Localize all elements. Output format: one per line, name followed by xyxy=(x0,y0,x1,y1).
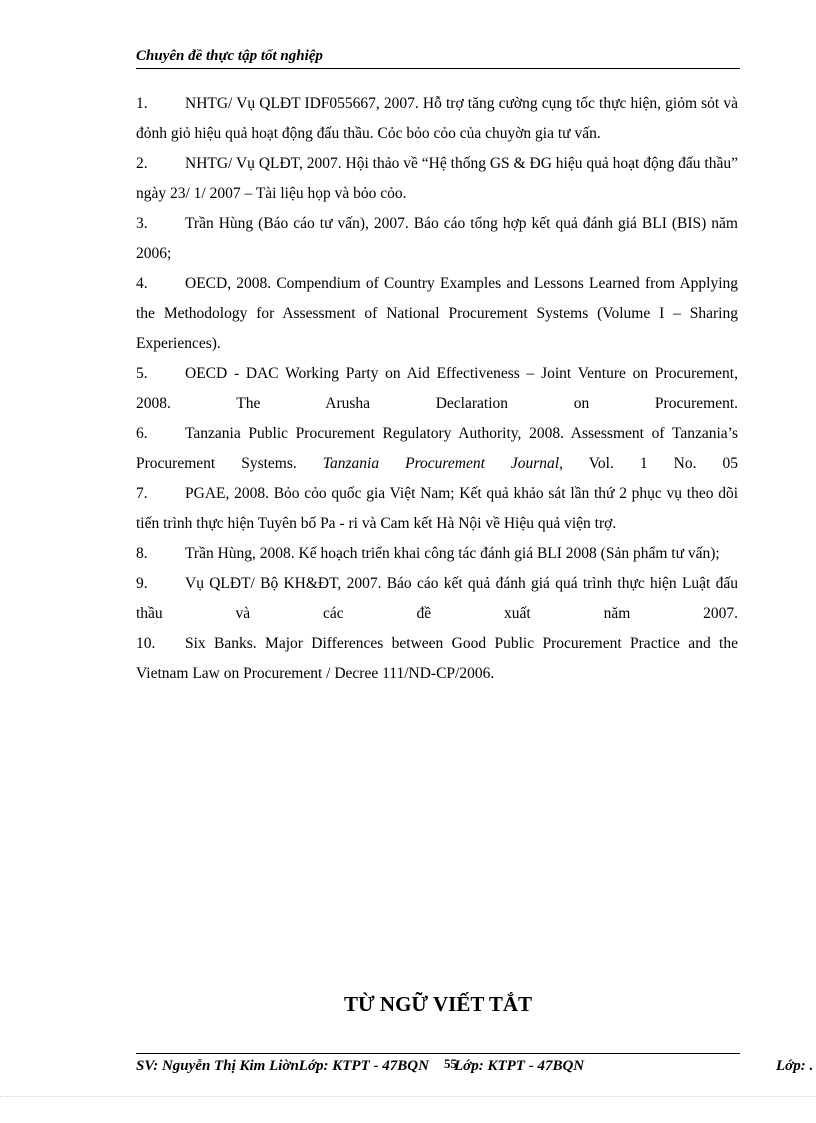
reference-item xyxy=(136,539,738,569)
reference-text: Trần Hùng (Báo cáo tư vấn), 2007. Báo cáo tổng hợp kết quả đánh giá BLI (BIS) năm 2006; xyxy=(136,215,738,262)
reference-number: 2. xyxy=(136,155,148,172)
reference-number: 1. xyxy=(136,95,148,112)
reference-item xyxy=(136,569,738,629)
reference-number: 9. xyxy=(136,575,148,592)
reference-text: PGAE, 2008. Bỏo cỏo quốc gia Việt Nam; Kết quả khảo sát lần thứ 2 phục vụ theo dõi tiến trình thực hiện Tuyên bố Pa - ri và Cam kết Hà Nội về Hiệu quả viện trợ. xyxy=(136,485,738,532)
reference-text: Tanzania Public Procurement Regulatory Authority, 2008. Assessment of Tanzania’s Procurement Systems. xyxy=(136,425,738,472)
reference-number: 8. xyxy=(136,545,148,562)
reference-number: 5. xyxy=(136,365,148,382)
reference-text: NHTG/ Vụ QLĐT, 2007. Hội thảo về “Hệ thống GS & ĐG hiệu quả hoạt động đấu thầu” ngày 23/ 1/ 2007 – Tài liệu họp và bỏo cỏo. xyxy=(136,155,738,202)
reference-list xyxy=(136,89,738,689)
reference-number: 10. xyxy=(136,635,156,652)
reference-item xyxy=(136,149,738,209)
reference-item xyxy=(136,479,738,539)
reference-number: 3. xyxy=(136,215,148,232)
footer-class: Lớp: KTPT - 47BQN xyxy=(454,1058,585,1074)
reference-text: Six Banks. Major Differences between Good Public Procurement Practice and the Vietnam Law on Procurement / Decree 111/ND-CP/2006. xyxy=(136,635,738,682)
section-title: TỪ NGỮ VIẾT TẮT xyxy=(343,992,533,1016)
reference-number: 6. xyxy=(136,425,148,442)
reference-text: Trần Hùng, 2008. Kế hoạch triển khai công tác đánh giá BLI 2008 (Sản phẩm tư vấn); xyxy=(185,545,720,562)
reference-item xyxy=(136,629,738,689)
reference-text-tail: Vol. 1 No. 05 xyxy=(563,455,739,472)
journal-title: Tanzania Procurement Journal, xyxy=(322,455,563,472)
reference-text: OECD - DAC Working Party on Aid Effectiveness – Joint Venture on Procurement, 2008. The Arusha Declaration on Procurement. xyxy=(136,365,738,412)
footer-student: SV: Nguyễn Thị Kim LiờnLớp: KTPT - 47BQN xyxy=(136,1058,429,1074)
reference-item xyxy=(136,209,738,269)
reference-item xyxy=(136,89,738,149)
reference-item xyxy=(136,359,738,419)
footer-rule xyxy=(136,1053,740,1054)
header-title: Chuyên đề thực tập tốt nghiệp xyxy=(136,48,323,64)
page-bottom-border xyxy=(0,1096,816,1097)
reference-text: NHTG/ Vụ QLĐT IDF055667, 2007. Hỗ trợ tăng cường cụng tốc thực hiện, giỏm sỏt và đỏnh giỏ hiệu quả hoạt động đấu thầu. Cỏc bỏo cỏo của chuyờn gia tư vấn. xyxy=(136,95,738,142)
reference-number: 7. xyxy=(136,485,148,502)
reference-text: OECD, 2008. Compendium of Country Examples and Lessons Learned from Applying the Methodology for Assessment of National Procurement Systems (Volume I – Sharing Experiences). xyxy=(136,275,738,352)
footer-right-label: Lớp: . xyxy=(776,1058,814,1074)
header-rule xyxy=(136,68,740,69)
page-number: 55 xyxy=(444,1056,457,1071)
reference-number: 4. xyxy=(136,275,148,292)
reference-item xyxy=(136,419,738,479)
reference-item xyxy=(136,269,738,359)
reference-text: Vụ QLĐT/ Bộ KH&ĐT, 2007. Báo cáo kết quả đánh giá quá trình thực hiện Luật đấu thầu và các đề xuất năm 2007. xyxy=(136,575,738,622)
